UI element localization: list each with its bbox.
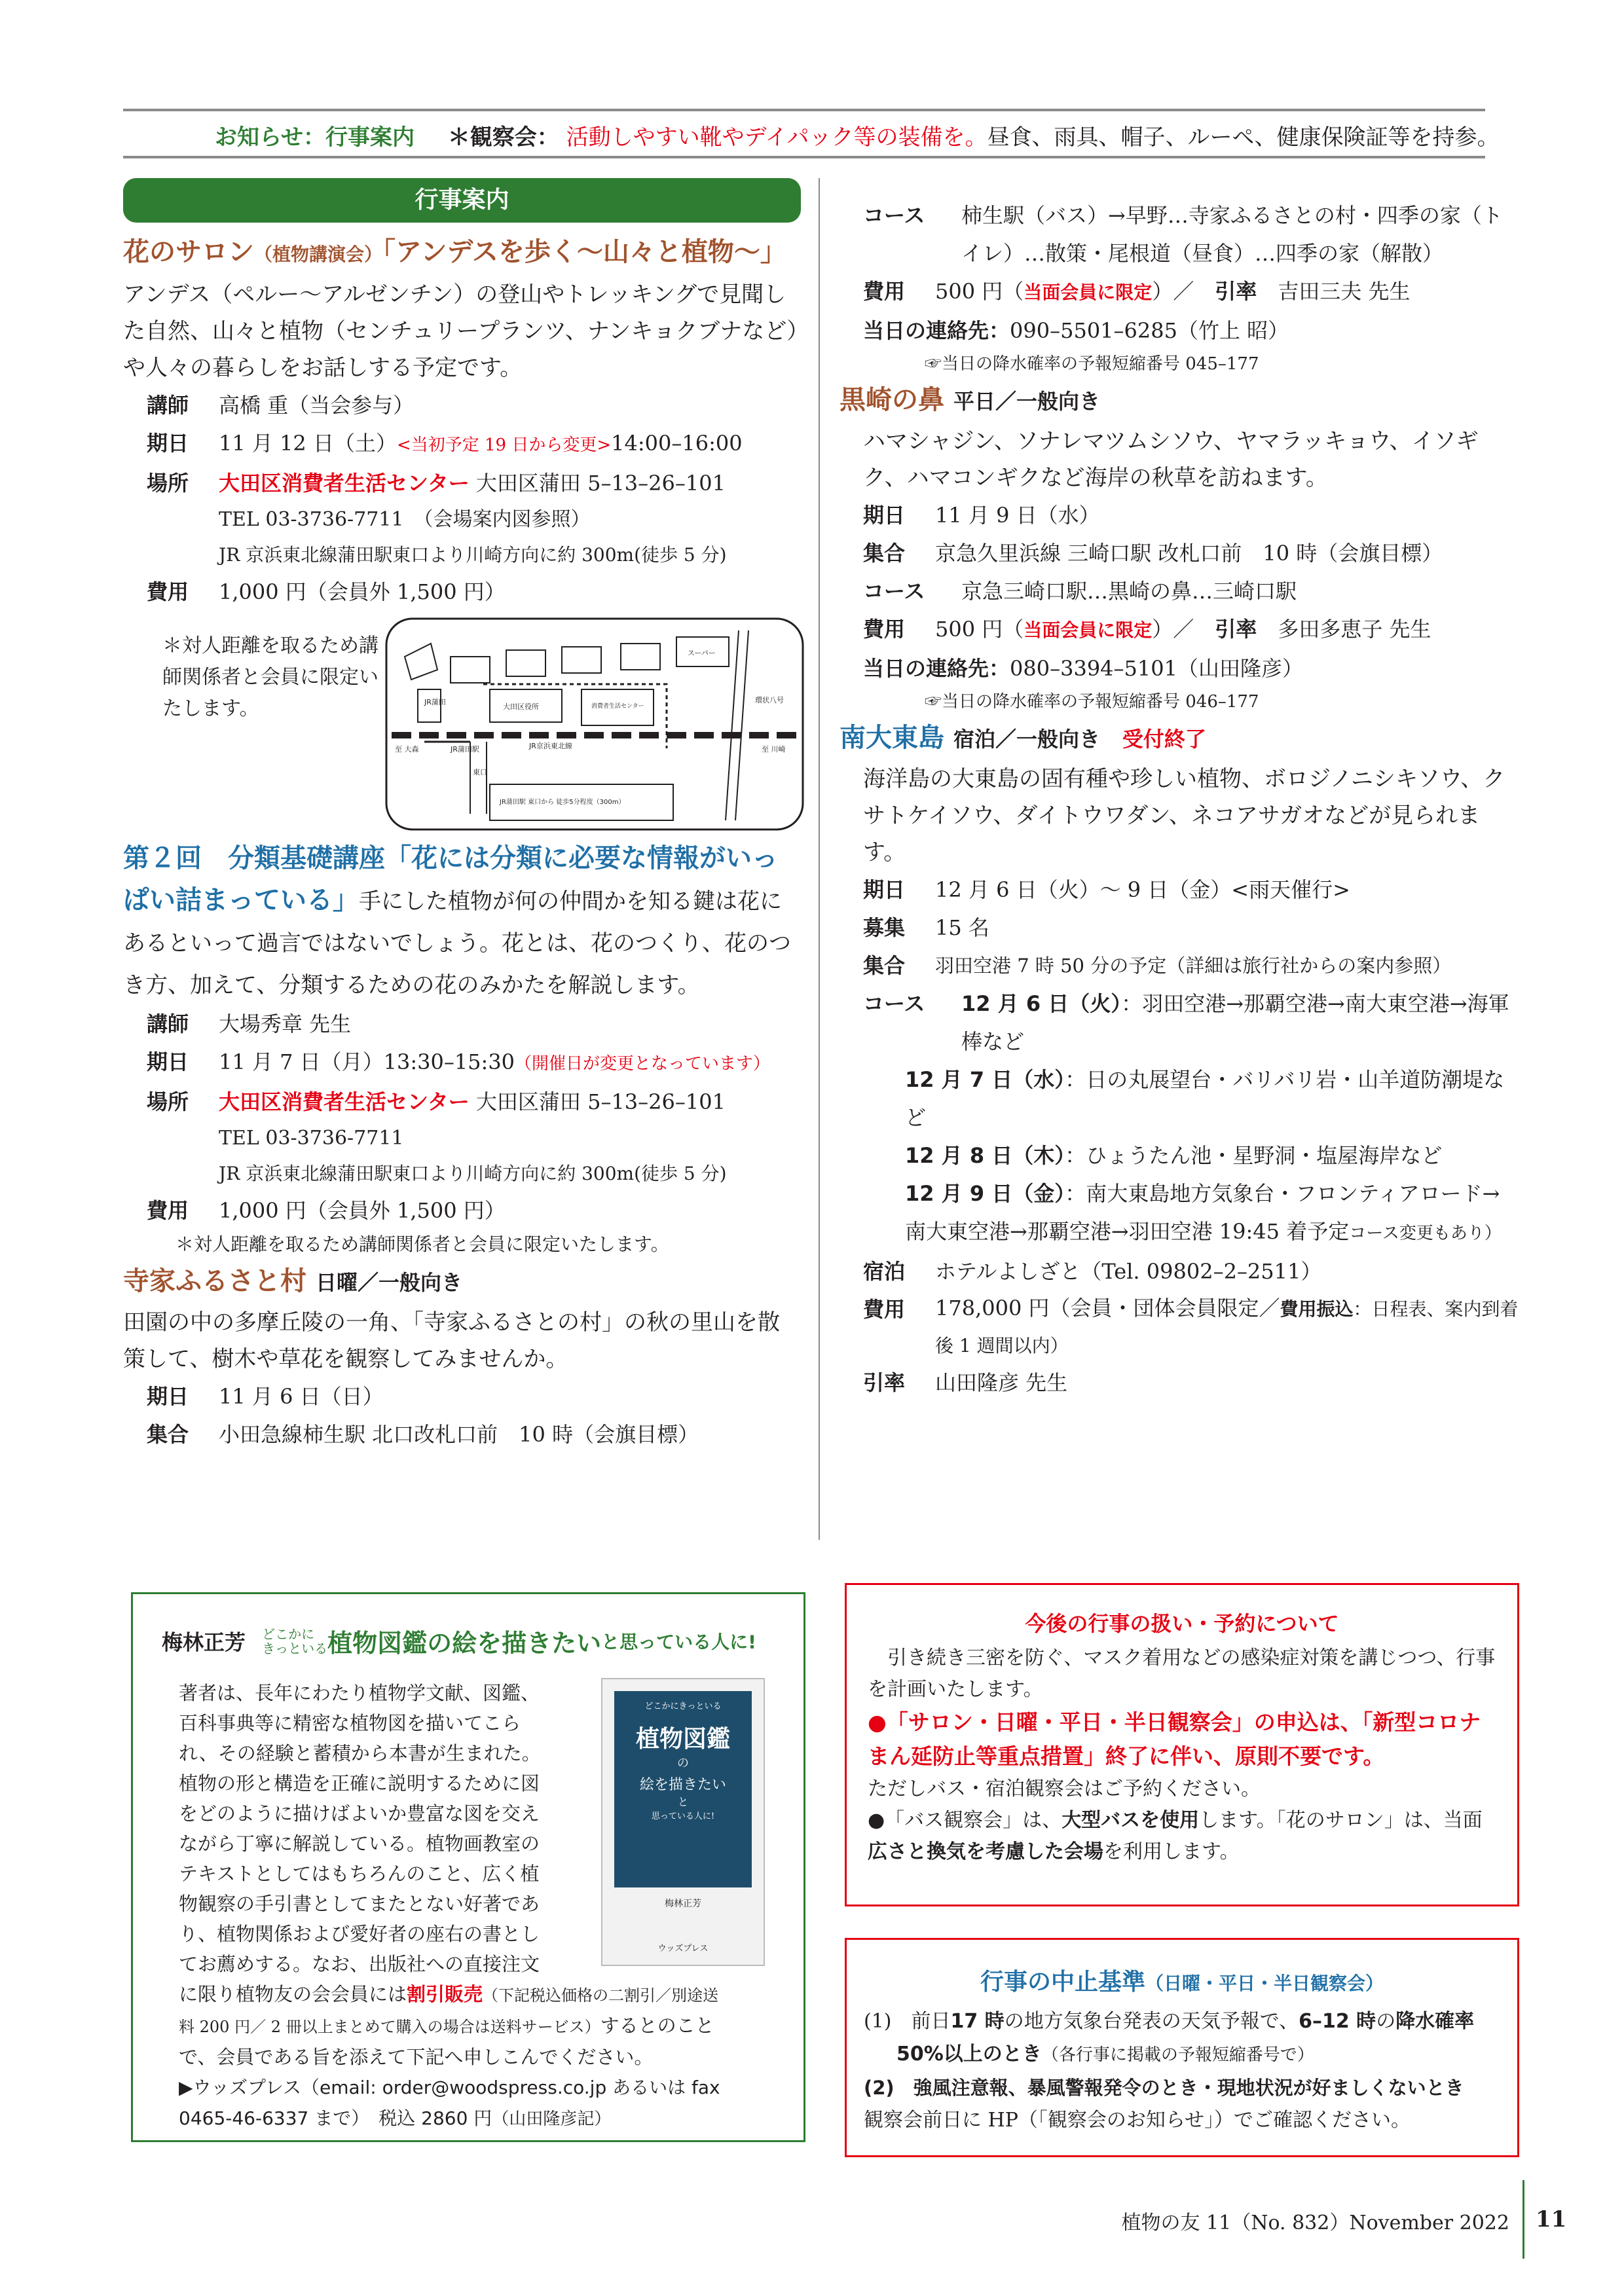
row-value: 11 月 9 日（水） — [935, 503, 1100, 528]
rules-p4 — [868, 1805, 1500, 1868]
minami-course-row — [840, 985, 1521, 1061]
row-key: 費用 — [147, 1198, 189, 1223]
minami-recruit-row — [840, 909, 1521, 947]
map-label-exit: 東口 — [473, 768, 487, 776]
salon-description: アンデス（ペルー〜アルゼンチン）の登山やトレッキングで見聞した自然、山々と植物（センチュリープランツ、ナンキョクブナなど）や人々の暮らしをお話しする予定です。 — [123, 282, 798, 381]
date-change-note: （開催日が変更となっています） — [515, 1054, 771, 1074]
map-label-kawasaki: 至 川崎 — [762, 745, 786, 754]
jike-rain-note: ☞当日の降水確率の予報短縮番号 045–177 — [925, 354, 1259, 374]
map-note: ＊対人距離を取るため講師関係者と会員に限定いたします。 — [162, 634, 378, 720]
jike-title-text: 寺家ふるさと村 — [123, 1266, 306, 1296]
book-title: 植物図鑑の絵を描きたい — [327, 1629, 602, 1658]
observation-rest-text: 昼食、雨具、帽子、ルーペ、健康保険証等を持参。 — [987, 124, 1500, 151]
minami-leader-row — [840, 1364, 1521, 1402]
book-order-info: ▶ウッズプレス（email: order@woodspress.co.jp あるいは fax 0465-46-6337 まで） 税込 2860 円 — [179, 2077, 720, 2129]
header-label: お知らせ：行事案内 — [215, 124, 415, 151]
book-signer: （山田隆彦記） — [492, 2109, 612, 2129]
row-value: 12 月 6 日（火）〜 9 日（金）<雨天催行> — [935, 877, 1350, 902]
row-value: 柿生駅（バス）→早野…寺家ふるさとの村・四季の家（トイレ）…散策・尾根道（昼食）…四季の家（解散） — [961, 203, 1503, 266]
row-key: 期日 — [147, 1049, 189, 1074]
kurosaki-rain-note: ☞当日の降水確率の予報短縮番号 046–177 — [925, 692, 1259, 712]
kurosaki-meet-row — [840, 534, 1521, 572]
cancel-c1 — [864, 2005, 1505, 2038]
row-key: 費用 — [863, 1297, 906, 1322]
members-only: 当面会員に限定 — [1024, 619, 1153, 641]
bunrui-tel: TEL 03-3736-7711 — [219, 1127, 404, 1150]
row-key: 集合 — [147, 1422, 189, 1447]
salon-lecturer-row — [123, 386, 801, 424]
rules-p4b: 大型バスを使用 — [1061, 1809, 1200, 1832]
row-key: 期日 — [863, 877, 906, 902]
page-number: 11 — [1536, 2206, 1567, 2232]
bunrui-title-b: 「花には分類に必要な情報がいっぱい詰まっている」 — [123, 843, 778, 915]
book-title-tail: と思っている人に! — [601, 1631, 756, 1653]
salon-title-sub: （植物講演会） — [254, 244, 383, 265]
observation-label: ＊観察会： — [447, 124, 559, 151]
kurosaki-title-text: 黒崎の鼻 — [840, 385, 944, 415]
members-only: 当面会員に限定 — [1024, 282, 1153, 303]
kurosaki-tag: 平日／一般向き — [953, 389, 1100, 414]
cancel-c3: 観察会前日に HP（「観察会のお知らせ」）でご確認ください。 — [864, 2109, 1411, 2132]
fee-sep: ）／ — [1152, 279, 1215, 304]
row-key: 費用 — [863, 617, 906, 642]
jike-fee-row — [840, 272, 1521, 312]
jike-contact-row — [840, 312, 1521, 350]
salon-fee-row — [123, 573, 801, 611]
row-value: 1,000 円（会員外 1,500 円） — [219, 579, 506, 604]
salon-date-row — [123, 424, 801, 464]
bunrui-date-row — [123, 1043, 801, 1083]
row-value: 小田急線柿生駅 北口改札口前 10 時（会旗目標） — [219, 1422, 699, 1447]
kurosaki-fee-row — [840, 610, 1521, 649]
bunrui-title-block — [123, 837, 801, 1005]
leader-value: 吉田三夫 先生 — [1278, 279, 1411, 304]
row-value: 高橋 重（当会参与） — [219, 393, 415, 418]
row-key: コース — [863, 579, 925, 604]
book-body-text-2: するとのことで、会員である旨を添えて下記へ申しこんでください。 — [179, 2014, 714, 2068]
bunrui-lecturer-row — [123, 1005, 801, 1043]
book-review-box — [131, 1592, 805, 2142]
minami-title — [840, 716, 1521, 761]
footer-divider — [1522, 2180, 1524, 2259]
book-small-2: きっといる — [262, 1640, 328, 1656]
section-title-bar: 行事案内 — [123, 178, 801, 223]
fee-text: 500 円（ — [935, 279, 1024, 304]
minami-course-days — [840, 1061, 1521, 1252]
venue-name: 大田区消費者生活センター — [219, 471, 470, 496]
kurosaki-course-row — [840, 572, 1521, 610]
map-label-jr-station: JR蒲田駅 — [451, 745, 479, 754]
c1c: の地方気象台発表の天気予報で、 — [1004, 2010, 1299, 2033]
rules-body — [868, 1643, 1500, 1868]
row-key: コース — [863, 203, 925, 228]
course-day-row — [905, 1137, 1521, 1175]
row-value — [219, 1083, 801, 1121]
row-key: 期日 — [863, 503, 906, 528]
row-value — [935, 1290, 1521, 1364]
cancel-c2: (2) 強風注意報、暴風警報発令のとき・現地状況が好ましくないとき — [864, 2077, 1464, 2099]
reservation-rules-box — [845, 1583, 1519, 1906]
date-change-note: <当初予定 19 日から変更> — [396, 435, 612, 455]
cancellation-criteria-box — [845, 1938, 1519, 2157]
row-value: 京急三崎口駅…黒崎の鼻…三崎口駅 — [961, 579, 1297, 604]
date-text: 11 月 12 日（土） — [219, 431, 397, 456]
venue-map — [385, 617, 804, 831]
row-value: 山田隆彦 先生 — [935, 1370, 1068, 1395]
rules-p3: ただしバス・宿泊観察会はご予約ください。 — [868, 1777, 1261, 1800]
map-label-kanpachi: 環状八号 — [755, 696, 784, 704]
time-text: 14:00–16:00 — [611, 431, 743, 456]
book-small-1: どこかに — [262, 1626, 315, 1642]
left-column — [123, 178, 801, 1453]
payment-key: 費用振込 — [1280, 1298, 1354, 1320]
c1g: 50%以上のとき — [896, 2043, 1042, 2066]
salon-place-row — [123, 464, 801, 502]
jike-title — [123, 1260, 801, 1304]
jike-course-row — [840, 196, 1521, 272]
row-key: 宿泊 — [863, 1259, 906, 1284]
course-detail-3: ：ひょうたん池・星野洞・塩屋海岸など — [1065, 1143, 1443, 1168]
row-value — [961, 985, 1521, 1061]
kurosaki-date-row — [840, 496, 1521, 534]
row-value — [935, 272, 1521, 312]
minami-closed-badge: 受付終了 — [1122, 727, 1206, 752]
cover-to: と — [677, 1796, 688, 1808]
observation-red-text: 活動しやすい靴やデイパック等の装備を。 — [566, 124, 987, 151]
row-value: 京急久里浜線 三崎口駅 改札口前 10 時（会旗目標） — [935, 541, 1443, 566]
kurosaki-contact-row — [840, 649, 1521, 687]
c1b: 17 時 — [950, 2010, 1005, 2033]
book-sale: 割引販売 — [407, 1983, 483, 2005]
course-day-row — [905, 1061, 1521, 1137]
book-body-text: 著者は、長年にわたり植物学文献、図鑑、百科事典等に精密な植物図を描いてこられ、その経験と蓄積から本書が生まれた。植物の形と構造を正確に説明するために図をどのように描けばよいか豊富な図を交えながら丁寧に解説している。植物画教室のテキストとしてはもちろんのこと、広く植物観察の手引書としてまたとない好著であり、植物関係および愛好者の座右の書としてお薦めする。なお、出版社への直接注文に限り植物友の会会員には — [179, 1682, 541, 2005]
jike-tag: 日曜／一般向き — [315, 1270, 462, 1295]
contact-key: 当日の連絡先： — [863, 656, 1010, 681]
kurosaki-description: ハマシャジン、ソナレマツムシソウ、ヤマラッキョウ、イソギク、ハマコンギクなど海岸の秋草を訪ねます。 — [863, 428, 1479, 491]
c1a: (1) 前日 — [864, 2010, 951, 2033]
row-key: 講師 — [147, 1011, 189, 1036]
jike-date-row — [123, 1377, 801, 1415]
minami-description: 海洋島の大東島の固有種や珍しい植物、ボロジノニシキソウ、クサトケイソウ、ダイトウワダン、ネコアサガオなどが見られます。 — [863, 766, 1505, 866]
venue-address: 大田区蒲田 5–13–26–101 — [469, 471, 726, 496]
fee-sep: ）／ — [1152, 617, 1215, 642]
row-value — [935, 610, 1521, 649]
c1f: 降水確率 — [1395, 2010, 1475, 2033]
map-label-super: スーパー — [688, 649, 716, 657]
course-day-1: 12 月 6 日（火） — [961, 991, 1122, 1016]
bunrui-access: JR 京浜東北線蒲田駅東口より川崎方向に約 300m(徒歩 5 分) — [219, 1163, 727, 1184]
book-small-lead — [262, 1627, 327, 1656]
cancel-title-text: 行事の中止基準 — [980, 1969, 1145, 1995]
course-day-4: 12 月 9 日（金） — [905, 1181, 1065, 1206]
leader-key: 引率 — [1215, 617, 1257, 642]
c1e: の — [1376, 2010, 1396, 2033]
date-text: 11 月 7 日（月）13:30–15:30 — [219, 1049, 515, 1074]
footer-text: 植物の友 11（No. 832）November 2022 — [1121, 2212, 1509, 2234]
row-key: 集合 — [863, 953, 906, 978]
column-divider — [819, 178, 820, 1540]
leader-key: 引率 — [1215, 279, 1257, 304]
course-detail-4: ：南大東島地方気象台・フロンティアロード→南大東空港→那覇空港→羽田空港 19:45 着予定 — [905, 1181, 1500, 1244]
row-value — [219, 1043, 801, 1083]
cover-mid: 絵を描きたい — [639, 1777, 726, 1793]
row-key: 場所 — [147, 1089, 189, 1114]
kurosaki-title — [840, 378, 1521, 423]
cover-title: 植物図鑑 — [635, 1725, 730, 1753]
bunrui-place-row — [123, 1083, 801, 1121]
cover-author: 梅林正芳 — [665, 1899, 701, 1909]
minami-date-row — [840, 871, 1521, 909]
row-key: 期日 — [147, 1384, 189, 1409]
bunrui-fee-row — [123, 1192, 801, 1230]
cover-no: の — [677, 1757, 689, 1770]
book-cover-panel — [614, 1691, 752, 1887]
row-key: 集合 — [863, 541, 906, 566]
book-cover — [601, 1678, 765, 1966]
cancel-body — [864, 2005, 1505, 2137]
rules-p4d: 広さと換気を考慮した会場 — [868, 1840, 1103, 1863]
cover-publisher: ウッズプレス — [657, 1944, 709, 1954]
row-key: 引率 — [863, 1370, 906, 1395]
cancel-title — [847, 1963, 1517, 1997]
header-text — [215, 119, 1500, 151]
jike-description: 田園の中の多摩丘陵の一角、「寺家ふるさとの村」の秋の里山を散策して、樹木や草花を観察してみませんか。 — [123, 1309, 780, 1372]
right-column — [840, 196, 1521, 1402]
row-key: コース — [863, 991, 925, 1016]
fee-text: 178,000 円（会員・団体会員限定／ — [935, 1296, 1280, 1321]
rules-p4a: ●「バス観察会」は、 — [868, 1809, 1062, 1832]
header-bar — [123, 109, 1500, 158]
rules-p4e: を利用します。 — [1103, 1840, 1240, 1863]
c1d: 6–12 時 — [1299, 2010, 1376, 2033]
c1h: （各行事に掲載の予報短縮番号で） — [1041, 2045, 1314, 2065]
row-key: 費用 — [863, 279, 906, 304]
minami-title-text: 南大東島 — [840, 723, 944, 753]
course-day-3: 12 月 8 日（木） — [905, 1143, 1065, 1168]
book-sale-note: （下記税込価格の二割引／別途送料 200 円／ 2 冊以上まとめて購入の場合は送料サービス） — [179, 1986, 719, 2036]
cover-sub: 思っている人に! — [651, 1812, 715, 1821]
row-key: 期日 — [147, 431, 189, 456]
row-value: 15 名 — [935, 915, 989, 940]
map-label-jr: JR蒲田 — [424, 698, 446, 706]
bunrui-note: ＊対人距離を取るため講師関係者と会員に限定いたします。 — [175, 1233, 669, 1255]
salon-title-b: 「アンデスを歩く〜山々と植物〜」 — [382, 237, 786, 267]
rules-p1: 引き続き三密を防ぐ、マスク着用などの感染症対策を講じつつ、行事を計画いたします。 — [868, 1647, 1496, 1701]
row-value: 大場秀章 先生 — [219, 1011, 352, 1036]
row-value: ホテルよしざと（Tel. 09802–2–2511） — [935, 1259, 1322, 1284]
contact-value: 080–3394–5101（山田隆彦） — [1010, 656, 1303, 681]
row-value — [219, 464, 801, 502]
salon-title-a: 花のサロン — [123, 237, 254, 267]
cancel-title-sub: （日曜・平日・半日観察会） — [1145, 1973, 1384, 1994]
row-value — [219, 424, 801, 464]
minami-tag: 宿泊／一般向き — [953, 727, 1100, 752]
rules-p2: ●「サロン・日曜・平日・半日観察会」の申込は、「新型コロナまん延防止等重点措置」終了に伴い、原則不要です。 — [868, 1709, 1481, 1769]
map-area — [123, 617, 801, 833]
map-label-east: JR蒲田駅 東口から 徒歩5分程度（300m） — [500, 799, 625, 806]
jike-meet-row — [123, 1415, 801, 1453]
book-author: 梅林正芳 — [162, 1630, 246, 1655]
book-heading — [162, 1623, 756, 1659]
row-key: 募集 — [863, 915, 906, 940]
bunrui-title-a: 第２回 分類基礎講座 — [123, 843, 385, 873]
cancel-c1-cont — [864, 2038, 1505, 2071]
contact-key: 当日の連絡先： — [863, 318, 1010, 343]
payment-detail: ：日程表、案内到着後 1 週間以内） — [935, 1298, 1519, 1357]
row-value: 羽田空港 7 時 50 分の予定（詳細は旅行社からの案内参照） — [935, 955, 1452, 977]
rules-title: 今後の行事の扱い・予約について — [1025, 1611, 1339, 1636]
salon-tel: TEL 03-3736-7711 （会場案内図参照） — [219, 508, 591, 531]
venue-address: 大田区蒲田 5–13–26–101 — [469, 1089, 726, 1114]
row-key: 費用 — [147, 579, 189, 604]
map-label-omori: 至 大森 — [395, 745, 419, 754]
map-label-line: JR京浜東北線 — [529, 742, 572, 750]
venue-name: 大田区消費者生活センター — [219, 1089, 470, 1114]
minami-hotel-row — [840, 1252, 1521, 1290]
minami-fee-row — [840, 1290, 1521, 1364]
fee-text: 500 円（ — [935, 617, 1024, 642]
bunrui-description: 手にした植物が何の仲間かを知る鍵は花にあるといって過言ではないでしょう。花とは、花のつくり、花のつき方、加えて、分類するための花のみかたを解説します。 — [123, 888, 791, 998]
row-key: 講師 — [147, 393, 189, 418]
salon-access: JR 京浜東北線蒲田駅東口より川崎方向に約 300m(徒歩 5 分) — [219, 544, 727, 566]
course-detail-1: ：羽田空港→那覇空港→南大東空港→海軍棒など — [961, 991, 1509, 1054]
cover-top: どこかにきっといる — [644, 1702, 722, 1711]
course-change-note: コース変更もあり） — [1349, 1224, 1502, 1243]
course-day-2: 12 月 7 日（水） — [905, 1067, 1065, 1092]
row-value: 11 月 6 日（日） — [219, 1384, 384, 1409]
course-day-row — [905, 1175, 1521, 1252]
row-value: 1,000 円（会員外 1,500 円） — [219, 1198, 506, 1223]
map-label-ota: 大田区役所 — [503, 702, 539, 711]
contact-value: 090–5501–6285（竹上 昭） — [1010, 318, 1289, 343]
leader-value: 多田多恵子 先生 — [1278, 617, 1431, 642]
salon-title — [123, 230, 801, 276]
map-label-center: 消費者生活センター — [591, 703, 644, 710]
course-detail-2: ：日の丸展望台・バリバリ岩・山羊道防潮堤など — [905, 1067, 1505, 1130]
minami-meet-row — [840, 947, 1521, 985]
row-key: 場所 — [147, 471, 189, 496]
rules-p4c: します。「花のサロン」は、当面 — [1199, 1809, 1483, 1832]
